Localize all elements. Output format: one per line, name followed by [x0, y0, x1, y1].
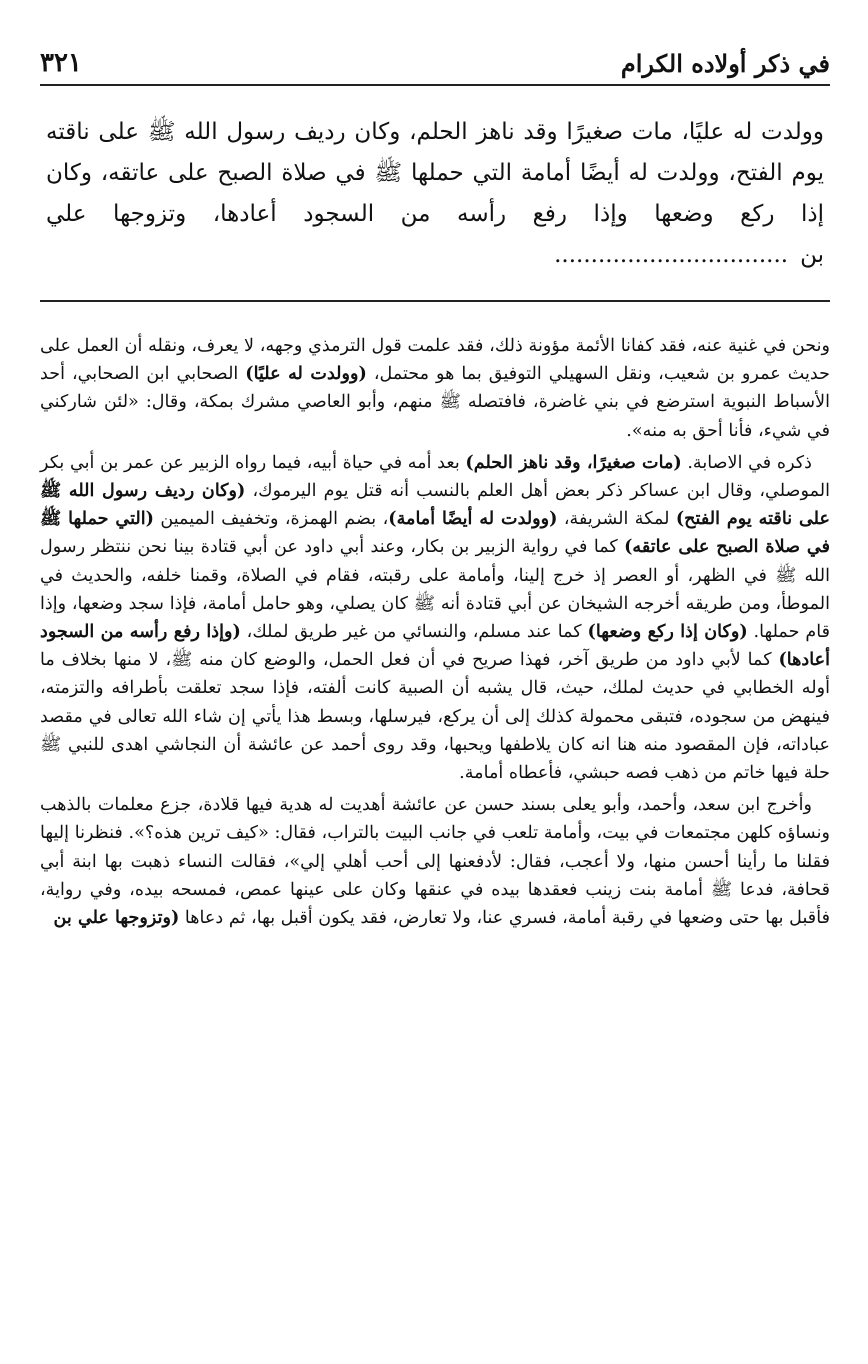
quoted-phrase: (وإذا رفع رأسه من السجود أعادها): [40, 621, 830, 671]
book-page: [40, 24, 830, 936]
quoted-phrase: (مات صغيرًا، وقد ناهز الحلم): [465, 451, 682, 473]
commentary-text: كما في رواية الزبير بن بكار، وعند أبي داود عن أبي قتادة بينا نحن ننتظر رسول الله ﷺ في الظهر، أو العصر إذ خرج إلينا، وأمامة على رقبته، فقام في الصلاة، وقمنا خلفه، والحديث في الموطأ، ومن طريقه أخرجه الشيخان عن أبي قتادة أنه ﷺ كان يصلي، وهو حامل أمامة، فإذا سجد وضعها، وإذا قام حملها.: [40, 537, 830, 643]
quoted-phrase: (وولدت له عليًا): [245, 363, 367, 385]
page-number: ٣٢١: [40, 48, 82, 78]
main-text-body: وولدت له عليًا، مات صغيرًا وقد ناهز الحلم، وكان رديف رسول الله ﷺ على ناقته يوم الفتح، وولدت له أيضًا أمامة التي حملها ﷺ في صلاة الصبح على عاتقه، وكان إذا ركع وضعها وإذا رفع رأسه من السجود أعادها، وتزوجها علي بن: [46, 119, 824, 268]
commentary-text: لمكة الشريفة،: [557, 509, 676, 530]
commentary-text: ذكره في الاصابة.: [681, 452, 812, 473]
commentary-paragraph-3: [40, 791, 830, 932]
quoted-phrase: (وكان رديف رسول الله ﷺ على ناقته يوم الفتح): [40, 480, 830, 530]
quoted-phrase: (التي حملها ﷺ في صلاة الصبح على عاتقه): [40, 508, 830, 558]
commentary-text: وأخرج ابن سعد، وأحمد، وأبو يعلى بسند حسن عن عائشة أهديت له هدية فيها قلادة، جزع معلمات بالذهب ونساؤه كلهن مجتمعات في بيت، وأمامة تلعب في جانب البيت بالتراب، فقال: «كيف ترين هذه؟». فنظرنا إليها فقلنا ما رأينا أحسن منها، ولا أعجب، فقال: لأدفعنها إلى أحب أهلي إلي»، فقالت النساء ذهبت بها ابنة أبي قحافة، فدعا ﷺ أمامة بنت زينب فعقدها بيده في عنقها وكان على عينها عمص، فمسحه بيده، وفي رواية، فأقبل بها حتى وضعها في رقبة أمامة، فسري عنا، ولا تعارض، فقد يكون أقبل بها، ثم دعاها: [40, 795, 830, 929]
commentary: [40, 302, 830, 932]
commentary-text: ، بضم الهمزة، وتخفيف الميمين: [153, 509, 389, 530]
commentary-text: كما لأبي داود من طريق آخر، فهذا صريح في أن فعل الحمل، والوضع كان منه ﷺ، لا منها بخلاف ما أوله الخطابي في حديث لملك، حيث، قال يشبه أن الصبية كانت ألفته، فإذا سجد تعلقت بأطرافه والتزمته، فينهض من سجوده، فتبقى محمولة كذلك إلى أن يركع، فيرسلها، وبسط هذا يأتي إن شاء الله تعالى في مقصد عباداته، فإن المقصود منه هنا انه كان يلاطفها ويحبها، وقد روى أحمد عن عائشة أن النجاشي اهدى للنبي ﷺ حلة فيها خاتم من ذهب فصه حبشي، فأعطاه أمامة.: [40, 650, 830, 784]
main-text: [40, 86, 830, 292]
commentary-text: ونحن في غنية عنه، فقد كفانا الأئمة مؤونة ذلك، فقد علمت قول الترمذي وجهه، لا يعرف، ونقله أن العمل على حديث عمرو بن شعيب، ونقل السهيلي التوفيق بما هو محتمل،: [40, 336, 830, 385]
running-header: [40, 24, 830, 76]
commentary-text: الصحابي ابن الصحابي، أحد الأسباط النبوية استرضع في بني غاضرة، فافتصله ﷺ منهم، وأبو العاصي مشرك بمكة، وقال: «لئن شاركني في شيء، فأنا أحق به منه».: [40, 364, 830, 441]
quoted-phrase: (وكان إذا ركع وضعها): [587, 621, 748, 643]
commentary-paragraph-1: [40, 332, 830, 445]
quoted-phrase: (وتزوجها علي بن: [53, 907, 180, 929]
quoted-phrase: (وولدت له أيضًا أمامة): [388, 508, 558, 530]
chapter-title: في ذكر أولاده الكرام: [620, 49, 830, 78]
commentary-text: بعد أمه في حياة أبيه، فيما رواه الزبير عن عمر بن أبي بكر الموصلي، وقال ابن عساكر ذكر بعض أهل العلم بالنسب أنه قتل يوم اليرموك،: [40, 452, 830, 502]
commentary-text: كما عند مسلم، والنسائي من غير طريق لملك،: [240, 622, 588, 643]
commentary-paragraph-2: [40, 449, 830, 787]
continuation-dots: ................................: [554, 242, 789, 268]
